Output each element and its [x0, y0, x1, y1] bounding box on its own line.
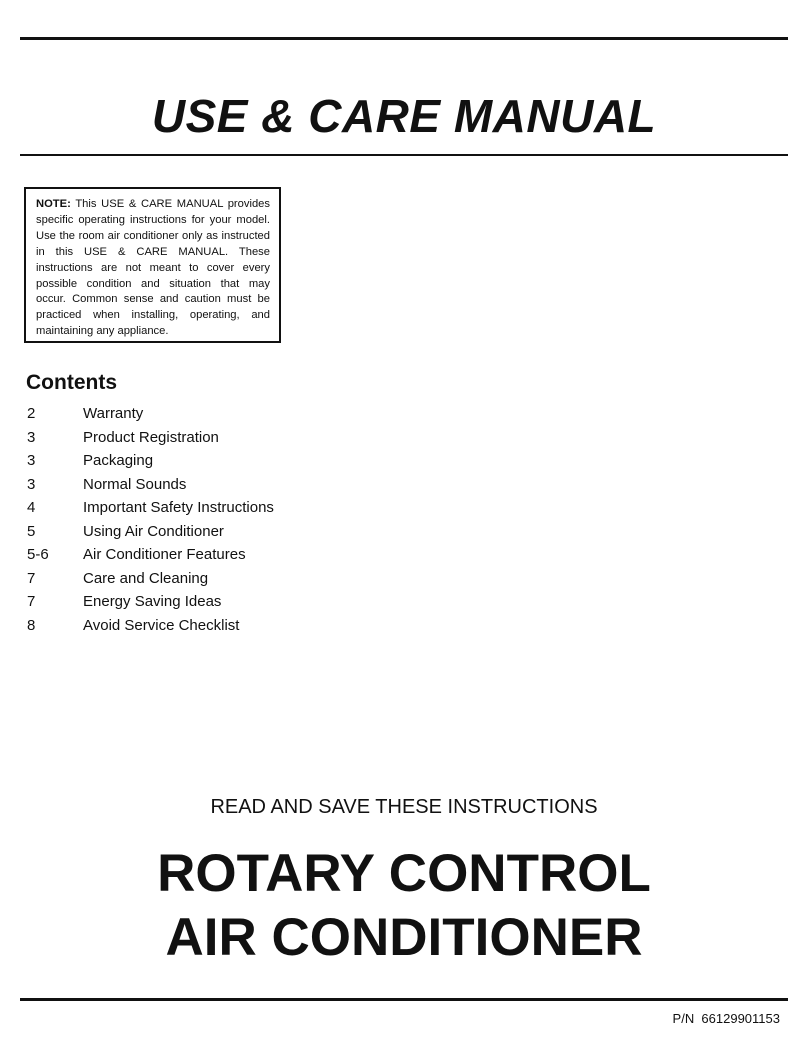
contents-page: 4: [27, 499, 36, 516]
contents-label: Air Conditioner Features: [83, 546, 246, 563]
contents-label: Using Air Conditioner: [83, 522, 224, 540]
contents-label: Product Registration: [83, 428, 219, 446]
contents-label: Energy Saving Ideas: [83, 593, 222, 610]
contents-page: 5-6: [27, 546, 49, 563]
contents-page: 3: [27, 452, 36, 469]
product-title-line-1: ROTARY CONTROL: [157, 844, 651, 903]
contents-item: [27, 402, 274, 426]
contents-item: [27, 520, 274, 544]
contents-label: Important Safety Instructions: [83, 499, 274, 516]
title-rule: [20, 154, 788, 156]
contents-item: [27, 590, 274, 614]
contents-item: [27, 614, 274, 638]
contents-page: 2: [27, 405, 36, 422]
read-save-notice: READ AND SAVE THESE INSTRUCTIONS: [210, 796, 598, 818]
product-title-line-2: AIR CONDITIONER: [165, 908, 643, 967]
contents-item: [27, 496, 274, 520]
contents-item: [27, 426, 274, 450]
contents-page: 7: [27, 569, 36, 587]
part-number: P/N 66129901153: [672, 1011, 780, 1026]
contents-item: [27, 543, 274, 567]
note-text: This USE & CARE MANUAL provides specific operating instructions for your model. Use the room air conditioner only as instructed in this USE & CARE MANUAL. These instructions are not meant to cover every possible condition and situation that may occur. Common sense and caution must be practiced when installing, operating, and maintaining any appliance.: [36, 198, 270, 338]
note-label: NOTE:: [36, 198, 71, 210]
contents-page: 8: [27, 616, 36, 634]
contents-heading: Contents: [26, 371, 117, 394]
bottom-rule: [20, 998, 788, 1001]
contents-label: Care and Cleaning: [83, 569, 209, 587]
contents-page: 7: [27, 593, 36, 610]
contents-item: [27, 567, 274, 591]
contents-page: 3: [27, 428, 36, 446]
contents-item: [27, 449, 274, 473]
manual-title: USE & CARE MANUAL: [151, 90, 657, 142]
contents-label: Normal Sounds: [83, 475, 187, 493]
contents-page: 3: [27, 475, 36, 493]
contents-item: [27, 473, 274, 497]
contents-label: Avoid Service Checklist: [83, 616, 240, 634]
top-rule: [20, 37, 788, 40]
product-title: [0, 842, 808, 970]
note-box: [24, 187, 281, 343]
contents-page: 5: [27, 522, 36, 540]
contents-list: [27, 402, 274, 637]
contents-label: Packaging: [83, 452, 154, 469]
contents-label: Warranty: [83, 405, 144, 422]
